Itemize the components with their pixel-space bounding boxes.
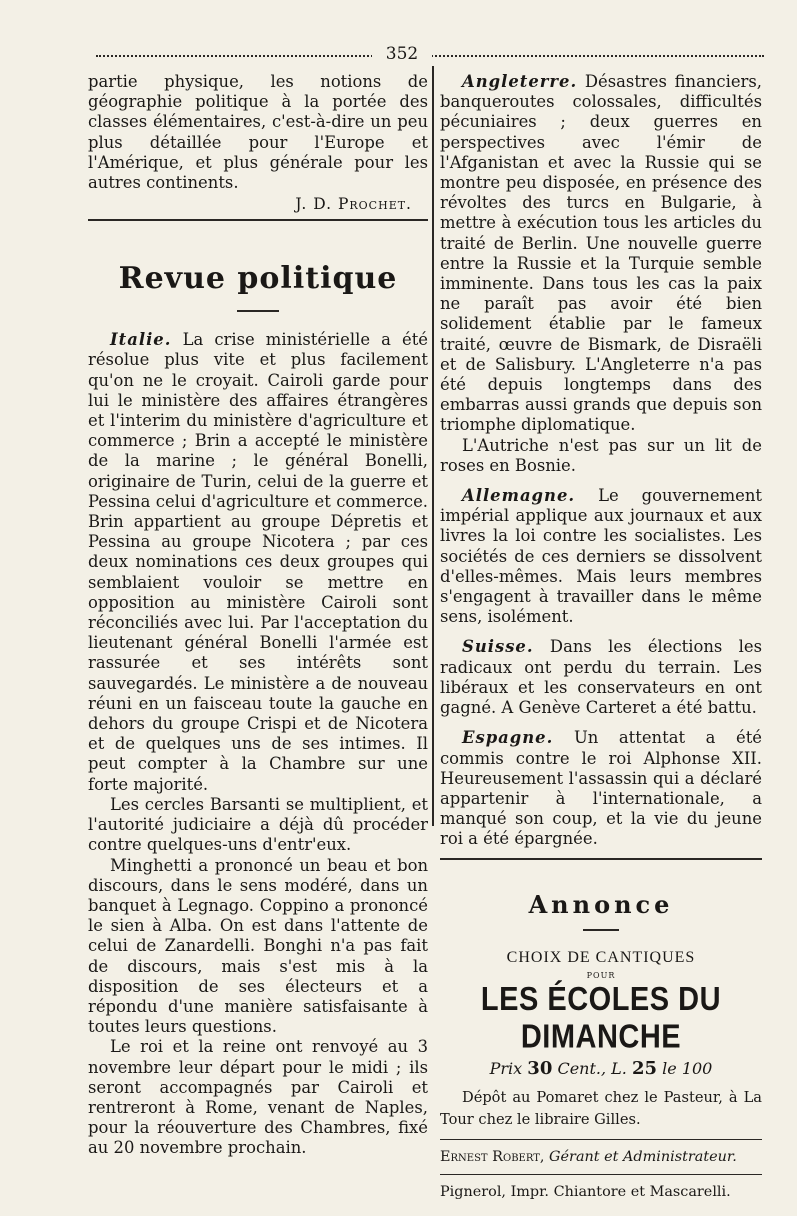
imprimeur-line: Pignerol, Impr. Chiantore et Mascarelli. [440,1183,731,1200]
annonce-title: Annonce [528,889,674,919]
autriche-paragraph: L'Autriche n'est pas sur un lit de roses en Bosnie. [440,435,762,475]
divider [440,1139,762,1140]
italie-text: La crise ministérielle a été résolue plus vite et plus facilement qu'on ne le croyait. Cairoli garde pour lui le ministère des affaires étrangères et l'interim du ministère d'agriculture et commerce ; Brin a accepté le ministère de la marine ; le général Bonelli, originaire de Turin, celui de la guerre et Pessina celui d'agriculture et commerce. Brin appartient au groupe Dépretis et Pessina au groupe Nicotera ; par ces deux nominations ces deux groupes qui semblaient vouloir se mettre en opposition au ministère Cairoli sont réconciliés avec lui. Par l'acceptation du lieutenant général Bonelli l'armée est rassurée et ses intérêts sont sauvegardés. Le ministère a de nouveau réuni en un faisceau toute la gauche en dehors du groupe Crispi et de Nicotera et de quelques uns de ses intimes. Il peut compter à la Chambre sur une forte majorité. [88,330,428,794]
prix-l-label: L. [611,1058,627,1078]
column-separator [432,66,434,826]
gerant-line [440,1148,762,1166]
right-column [440,72,762,1201]
annonce-underline [583,929,619,931]
ecoles-heading: LES ÉCOLES DU DIMANCHE [480,980,722,1056]
prix-le: le 100 [662,1058,713,1078]
prix-cent: 30 [527,1057,553,1079]
roi-paragraph: Le roi et la reine ont renvoyé au 3 novembre leur départ pour le midi ; ils seront accompagnés par Cairoli et rentreront à Rome, venant de Naples, pour la réouverture des Chambres, fixé au 20 novembre prochain. [88,1037,428,1158]
title-underline [237,310,279,312]
country-label-suisse: Suisse. [462,637,534,657]
price-line [440,1058,762,1079]
suisse-text: Dans les élections les radicaux ont perdu du terrain. Les libéraux et les conservateurs en ont gagné. A Genève Carteret a été battu. [440,637,762,718]
minghetti-paragraph: Minghetti a prononcé un beau et bon discours, dans le sens modéré, dans un banquet à Legnago. Coppino a prononcé le sien à Alba. On est dans l'attente de celui de Zanardelli. Bonghi n'a pas fait de discours, mais s'est mis à la disposition de ses électeurs et a répondu d'une manière satisfaisante à toutes leurs questions. [88,855,428,1037]
prix-label: Prix [489,1058,523,1078]
divider [440,858,762,860]
section-title: Revue politique [118,261,398,297]
intro-paragraph: partie physique, les notions de géographie politique à la portée des classes élémentaires, c'est-à-dire un peu plus détaillée pour l'Europe et l'Amérique, et plus générale pour les autres continents. [88,72,428,193]
country-label-espagne: Espagne. [462,728,554,748]
gerant-role: Gérant et Administrateur. [549,1148,737,1165]
prix-l: 25 [631,1057,658,1079]
choix-heading: CHOIX DE CANTIQUES [506,948,696,966]
gerant-name: Ernest Robert, [440,1148,545,1165]
signature: J. D. Prochet. [295,195,412,214]
pour-label: POUR [586,970,616,980]
country-label-italie: Italie. [110,330,172,350]
angleterre-paragraph [440,72,762,436]
left-column [88,72,428,1159]
country-label-allemagne: Allemagne. [462,486,576,506]
divider [440,1174,762,1175]
espagne-text: Un attentat a été commis contre le roi Alphonse XII. Heureusement l'assassin qui a déclaré appartenir à l'internationale, a manqué son coup, et la vie du jeune roi a été épargnée. [440,728,763,849]
espagne-paragraph [440,728,762,849]
suisse-paragraph [440,637,762,718]
depot-text: Dépôt au Pomaret chez le Pasteur, à La Tour chez le libraire Gilles. [440,1088,762,1128]
allemagne-text: Le gouvernement impérial applique aux journaux et aux livres la loi contre les socialistes. Les sociétés de ces derniers se dissolvent d'elles-mêmes. Mais leurs membres s'engagent à travailler dans le même sens, isolément. [440,486,762,627]
country-label-angleterre: Angleterre. [462,72,578,91]
italie-paragraph [88,330,428,795]
barsanti-paragraph: Les cercles Barsanti se multiplient, et l'autorité judiciaire a déjà dû procéder contre quelques-uns d'entr'eux. [88,794,428,855]
angleterre-text: Désastres financiers, banqueroutes colossales, difficultés pécuniaires ; deux guerres en perspectives avec l'émir de l'Afganistan et avec la Russie qui se montre peu disposée, en présence des révoltes des turcs en Bulgarie, à mettre à exécution tous les articles du traité de Berlin. Une nouvelle guerre entre la Russie et la Turquie semble imminente. Dans tous les cas la paix ne paraît pas avoir été bien solidement établie par le fameux traité, œuvre de Bismark, de Disraëli et de Salisbury. L'Angleterre n'a pas été depuis longtemps dans des embarras aussi grands que depuis son triomphe diplomatique. [440,72,762,435]
prix-cent-unit: Cent., [557,1058,607,1078]
page-number: 352 [372,44,432,64]
allemagne-paragraph [440,486,762,627]
divider [88,219,428,221]
